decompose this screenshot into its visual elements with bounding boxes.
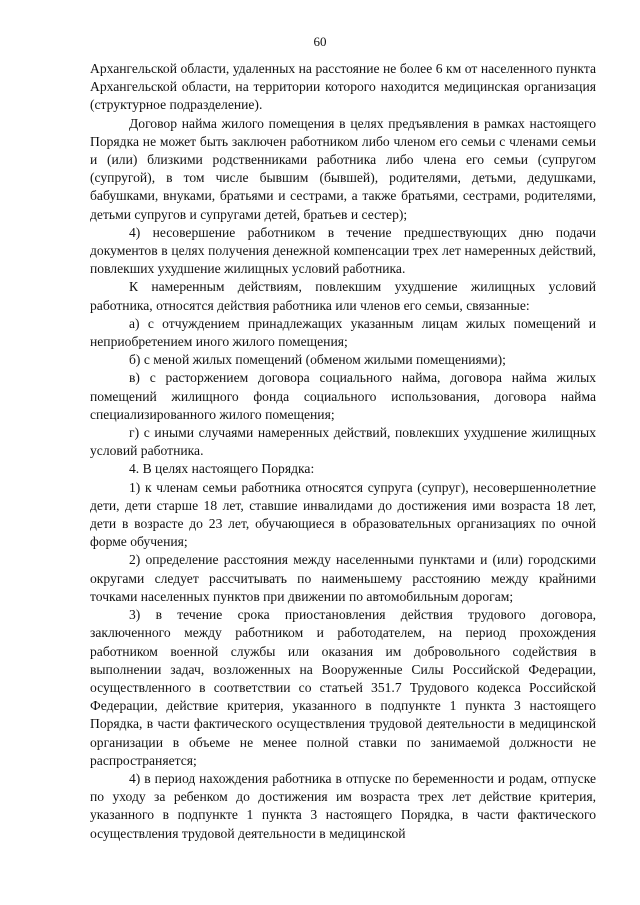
page-number: 60 [313, 34, 327, 49]
paragraph: Договор найма жилого помещения в целях предъявления в рамках настоящего Порядка не может быть заключен работником либо членом его семьи с членами семьи и (или) близкими родственниками работника либо члена его семьи (супругом (супругой), в том числе бывшим (бывшей), родителями, детьми, дедушками, бабушками, внуками, братьями и сестрами, а также братьями, сестрами, родителями, детьми супругов и супругами детей, братьев и сестер); [90, 115, 596, 222]
paragraph: 4) несовершение работником в течение предшествующих дню подачи документов в целях получения денежной компенсации трех лет намеренных действий, повлекших ухудшение жилищных условий работника. [90, 224, 596, 277]
paragraph: в) с расторжением договора социального найма, договора найма жилых помещений жилищного фонда социального использования, договора найма специализированного жилого помещения; [90, 370, 596, 422]
paragraph: 2) определение расстояния между населенными пунктами и (или) городскими округами следует рассчитывать по наименьшему расстоянию между крайними точками населенных пунктов при движении по автомобильным дорогам; [90, 552, 596, 604]
paragraph: 1) к членам семьи работника относятся супруга (супруг), несовершеннолетние дети, дети старше 18 лет, ставшие инвалидами до достижения ими возраста 18 лет, дети в возрасте до 23 лет, обучающиеся в образовательных организациях по очной форме обучения; [90, 479, 596, 550]
paragraph: 3) в течение срока приостановления действия трудового договора, заключенного между работником и работодателем, на период прохождения работником военной службы или оказания им добровольного содействия в выполнении задач, возложенных на Вооруженные Силы Российской Федерации, осуществленного в соответствии со статьей 351.7 Трудового кодекса Российской Федерации, действие критерия, указанного в подпункте 1 пункта 3 настоящего Порядка, в части фактического осуществления трудовой деятельности в медицинской организации в объеме не менее полной ставки по занимаемой должности не распространяется; [90, 607, 596, 768]
body-text [90, 60, 596, 843]
paragraph: а) с отчуждением принадлежащих указанным лицам жилых помещений и неприобретением иного жилого помещения; [90, 315, 596, 350]
paragraph: г) с иными случаями намеренных действий, повлекших ухудшение жилищных условий работника. [90, 425, 596, 459]
paragraph: Архангельской области, удаленных на расстояние не более 6 км от населенного пункта Архангельской области, на территории которого находится медицинская организация (структурное подразделение). [90, 61, 596, 113]
paragraph: б) с меной жилых помещений (обменом жилыми помещениями); [129, 352, 506, 368]
paragraph: 4. В целях настоящего Порядка: [129, 461, 315, 477]
paragraph: К намеренным действиям, повлекшим ухудшение жилищных условий работника, относятся действия работника или членов его семьи, связанные: [90, 279, 596, 313]
paragraph: 4) в период нахождения работника в отпуске по беременности и родам, отпуске по уходу за ребенком до достижения им возраста трех лет действие критерия, указанного в подпункте 1 пункта 3 настоящего Порядка, в части фактического осуществления трудовой деятельности в медицинской [90, 770, 596, 841]
